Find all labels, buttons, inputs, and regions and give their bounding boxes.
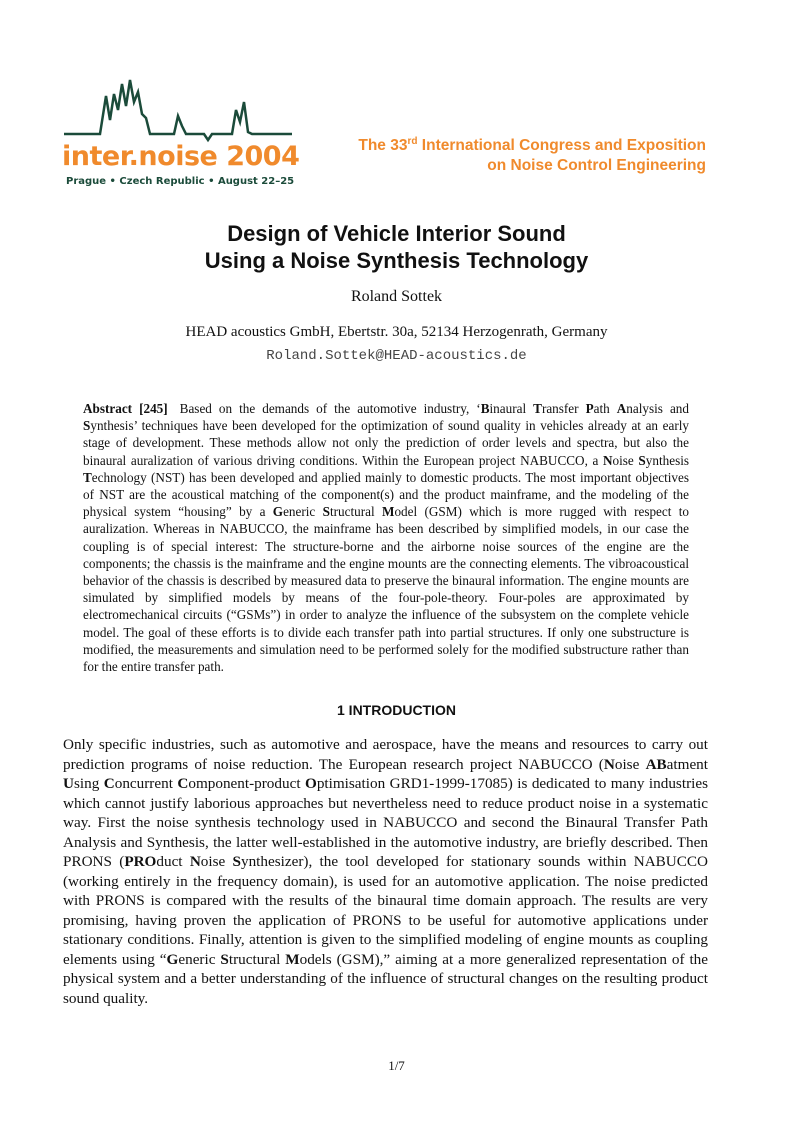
paper-title-line-2: Using a Noise Synthesis Technology (204, 248, 589, 273)
conference-logo (62, 70, 300, 192)
ordinal-suffix: rd (407, 135, 418, 147)
abstract-label: Abstract [245] (83, 401, 168, 416)
author-affiliation: HEAD acoustics GmbH, Ebertstr. 30a, 52134 Herzogenrath, Germany (185, 324, 608, 340)
abstract-text: Based on the demands of the automotive industry, ‘Binaural Transfer Path Analysis and Synthesis’ techniques have been developed for the optimization of sound quality in vehicles already at an early stage of development. These methods allow not only the prediction of order levels and spectra, but also the binaural auralization of various driving conditions. Within the European project NABUCCO, a Noise Synthesis Technology (NST) has been developed and applied mainly to domestic products. The most important objectives of NST are the acoustical matching of the component(s) and the product mainframe, and the modeling of the physical system “housing” by a Generic Structural Model (GSM) which is more rugged with respect to auralization. Whereas in NABUCCO, the mainframe has been described by simplified models, in our case the coupling is of special interest: The structure-borne and the airborne noise sources of the engine are the components; the chassis is the mainframe and the engine mounts are the connecting elements. The vibroacoustical behavior of the chassis is described by measured data to preserve the binaural information. The engine mounts are simulated by simplified models by means of the four-pole-theory. Four-poles are approximated by electromechanical circuits (“GSMs”) in order to analyze the influence of the subsystem on the complete vehicle model. The goal of these efforts is to divide each transfer path into partial structures. If only one substructure is modified, the measurements and simulation need to be performed solely for the modified substructure rather than for the entire transfer path. (83, 401, 690, 675)
logo-wordmark: inter.noise 2004 (62, 141, 300, 172)
author-name: Roland Sottek (350, 288, 443, 305)
skyline-line (64, 80, 292, 140)
congress-title (358, 136, 706, 176)
author-email: Roland.Sottek@HEAD-acoustics.de (266, 348, 527, 364)
introduction-paragraph: Only specific industries, such as automotive and aerospace, have the means and resources to carry out prediction programs of noise reduction. The European research project NABUCCO (Noise ABatment Using Concurrent Component-product Optimisation GRD1-1999-17085) is dedicated to many industries which cannot justify laborious approaches but nevertheless need to reduce product noise in a systematic way. First the noise synthesis technology used in NABUCCO and second the Binaural Transfer Path Analysis and Synthesis, the latter well-established in the automotive industry, are briefly described. Then PRONS (PROduct Noise Synthesizer), the tool developed for stationary sounds within NABUCCO (working entirely in the frequency domain), is used for an automotive application. The noise predicted with PRONS is compared with the results of the binaural time domain approach. The results are very promising, having proven the application of PRONS to be useful for automotive applications under stationary conditions. Finally, attention is given to the simplified modeling of engine mounts as coupling elements using “Generic Structural Models (GSM),” aiming at a more generalized representation of the physical system and a better understanding of the influence of structural changes on the resulting product sound quality. (63, 736, 709, 1007)
paper-title (0, 220, 793, 274)
logo-subtitle: Prague • Czech Republic • August 22–25 (66, 176, 295, 187)
congress-line-2: on Noise Control Engineering (487, 157, 706, 174)
section-heading-introduction: 1 INTRODUCTION (337, 702, 456, 718)
abstract (83, 400, 689, 675)
prague-skyline-logo-graphic (62, 70, 294, 146)
congress-line-1: The 33rd International Congress and Exposition (358, 135, 706, 154)
page-number: 1/7 (388, 1058, 405, 1073)
paper-title-line-1: Design of Vehicle Interior Sound (227, 221, 566, 246)
